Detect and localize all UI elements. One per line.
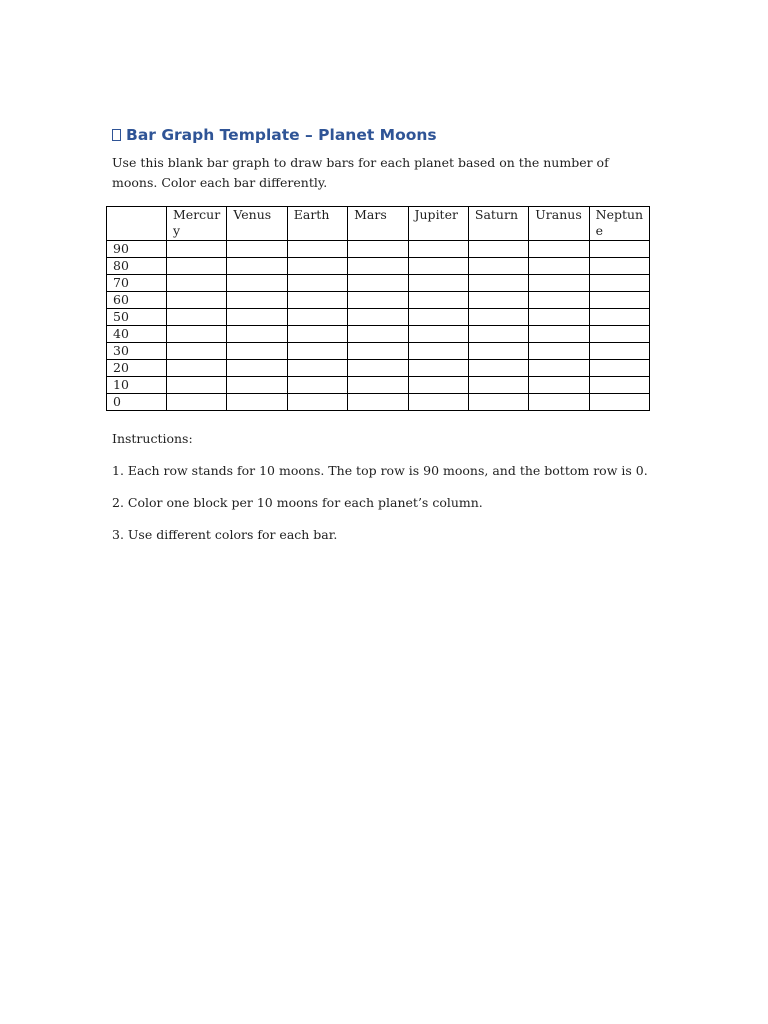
table-row xyxy=(107,275,650,292)
graph-cell[interactable] xyxy=(529,343,589,360)
graph-cell[interactable] xyxy=(408,275,468,292)
graph-cell[interactable] xyxy=(348,394,408,411)
bar-graph-table xyxy=(106,206,650,411)
graph-cell[interactable] xyxy=(468,360,528,377)
graph-cell[interactable] xyxy=(408,241,468,258)
graph-cell[interactable] xyxy=(408,377,468,394)
missing-glyph-icon xyxy=(112,129,121,141)
graph-cell[interactable] xyxy=(227,241,287,258)
graph-cell[interactable] xyxy=(529,360,589,377)
graph-cell[interactable] xyxy=(348,258,408,275)
planet-header-mars: Mars xyxy=(348,207,408,241)
graph-cell[interactable] xyxy=(227,258,287,275)
intro-paragraph: Use this blank bar graph to draw bars for each planet based on the number of moons. Color each bar differently. xyxy=(112,155,609,190)
graph-cell[interactable] xyxy=(227,360,287,377)
graph-cell[interactable] xyxy=(348,343,408,360)
instruction-step-2: 2. Color one block per 10 moons for each planet’s column. xyxy=(112,495,483,510)
graph-cell[interactable] xyxy=(529,326,589,343)
graph-cell[interactable] xyxy=(287,275,347,292)
graph-cell[interactable] xyxy=(589,309,649,326)
graph-cell[interactable] xyxy=(408,343,468,360)
row-label-cell: 90 xyxy=(107,241,167,258)
graph-cell[interactable] xyxy=(468,258,528,275)
graph-cell[interactable] xyxy=(408,309,468,326)
graph-cell[interactable] xyxy=(167,360,227,377)
planet-header-jupiter: Jupiter xyxy=(408,207,468,241)
row-label-cell: 0 xyxy=(107,394,167,411)
graph-cell[interactable] xyxy=(529,292,589,309)
graph-cell[interactable] xyxy=(408,360,468,377)
table-row xyxy=(107,360,650,377)
graph-cell[interactable] xyxy=(408,394,468,411)
graph-cell[interactable] xyxy=(408,326,468,343)
graph-cell[interactable] xyxy=(287,258,347,275)
planet-header-mercury: Mercury xyxy=(167,207,227,241)
row-label-cell: 40 xyxy=(107,326,167,343)
graph-cell[interactable] xyxy=(529,241,589,258)
table-row xyxy=(107,309,650,326)
graph-cell[interactable] xyxy=(287,377,347,394)
graph-cell[interactable] xyxy=(468,309,528,326)
table-row xyxy=(107,292,650,309)
graph-cell[interactable] xyxy=(167,309,227,326)
planet-header-venus: Venus xyxy=(227,207,287,241)
graph-cell[interactable] xyxy=(529,309,589,326)
row-label-cell: 80 xyxy=(107,258,167,275)
graph-cell[interactable] xyxy=(348,292,408,309)
graph-cell[interactable] xyxy=(287,394,347,411)
graph-cell[interactable] xyxy=(468,394,528,411)
document-title-text: Bar Graph Template – Planet Moons xyxy=(126,126,437,144)
row-label-cell: 10 xyxy=(107,377,167,394)
row-label-cell: 60 xyxy=(107,292,167,309)
table-header-row xyxy=(107,207,650,241)
graph-cell[interactable] xyxy=(287,343,347,360)
graph-cell[interactable] xyxy=(468,377,528,394)
graph-cell[interactable] xyxy=(348,275,408,292)
instructions-heading: Instructions: xyxy=(112,431,193,446)
graph-cell[interactable] xyxy=(589,292,649,309)
row-label-cell: 30 xyxy=(107,343,167,360)
graph-cell[interactable] xyxy=(287,241,347,258)
graph-cell[interactable] xyxy=(408,258,468,275)
graph-cell[interactable] xyxy=(227,394,287,411)
graph-cell[interactable] xyxy=(589,377,649,394)
instruction-step-1: 1. Each row stands for 10 moons. The top row is 90 moons, and the bottom row is 0. xyxy=(112,463,648,478)
row-label-cell: 20 xyxy=(107,360,167,377)
table-corner-cell xyxy=(107,207,167,241)
graph-cell[interactable] xyxy=(287,292,347,309)
graph-cell[interactable] xyxy=(589,360,649,377)
instruction-step-3: 3. Use different colors for each bar. xyxy=(112,527,338,542)
graph-cell[interactable] xyxy=(227,275,287,292)
row-label-cell: 70 xyxy=(107,275,167,292)
graph-cell[interactable] xyxy=(287,326,347,343)
planet-header-saturn: Saturn xyxy=(468,207,528,241)
graph-cell[interactable] xyxy=(348,360,408,377)
graph-cell[interactable] xyxy=(227,377,287,394)
graph-cell[interactable] xyxy=(589,394,649,411)
graph-cell[interactable] xyxy=(227,309,287,326)
graph-cell[interactable] xyxy=(529,394,589,411)
graph-cell[interactable] xyxy=(167,275,227,292)
table-row xyxy=(107,377,650,394)
graph-cell[interactable] xyxy=(167,326,227,343)
graph-cell[interactable] xyxy=(287,360,347,377)
table-row xyxy=(107,241,650,258)
graph-cell[interactable] xyxy=(408,292,468,309)
graph-cell[interactable] xyxy=(468,292,528,309)
table-row xyxy=(107,326,650,343)
planet-header-neptune: Neptune xyxy=(589,207,649,241)
graph-cell[interactable] xyxy=(167,258,227,275)
graph-cell[interactable] xyxy=(167,377,227,394)
graph-cell[interactable] xyxy=(468,326,528,343)
table-body xyxy=(107,241,650,411)
graph-cell[interactable] xyxy=(529,275,589,292)
graph-cell[interactable] xyxy=(227,292,287,309)
table-row xyxy=(107,258,650,275)
document-title xyxy=(112,124,652,146)
graph-cell[interactable] xyxy=(468,241,528,258)
graph-cell[interactable] xyxy=(529,258,589,275)
graph-cell[interactable] xyxy=(348,377,408,394)
row-label-cell: 50 xyxy=(107,309,167,326)
planet-header-uranus: Uranus xyxy=(529,207,589,241)
graph-cell[interactable] xyxy=(348,326,408,343)
graph-cell[interactable] xyxy=(167,343,227,360)
graph-cell[interactable] xyxy=(227,343,287,360)
graph-cell[interactable] xyxy=(589,326,649,343)
graph-cell[interactable] xyxy=(589,343,649,360)
graph-cell[interactable] xyxy=(468,343,528,360)
graph-cell[interactable] xyxy=(468,275,528,292)
document-page xyxy=(112,124,652,544)
graph-cell[interactable] xyxy=(348,241,408,258)
planet-header-earth: Earth xyxy=(287,207,347,241)
table-row xyxy=(107,394,650,411)
graph-cell[interactable] xyxy=(589,275,649,292)
graph-cell[interactable] xyxy=(589,258,649,275)
graph-cell[interactable] xyxy=(529,377,589,394)
graph-cell[interactable] xyxy=(589,241,649,258)
graph-cell[interactable] xyxy=(287,309,347,326)
table-row xyxy=(107,343,650,360)
graph-cell[interactable] xyxy=(167,241,227,258)
graph-cell[interactable] xyxy=(227,326,287,343)
graph-cell[interactable] xyxy=(348,309,408,326)
graph-cell[interactable] xyxy=(167,292,227,309)
graph-cell[interactable] xyxy=(167,394,227,411)
